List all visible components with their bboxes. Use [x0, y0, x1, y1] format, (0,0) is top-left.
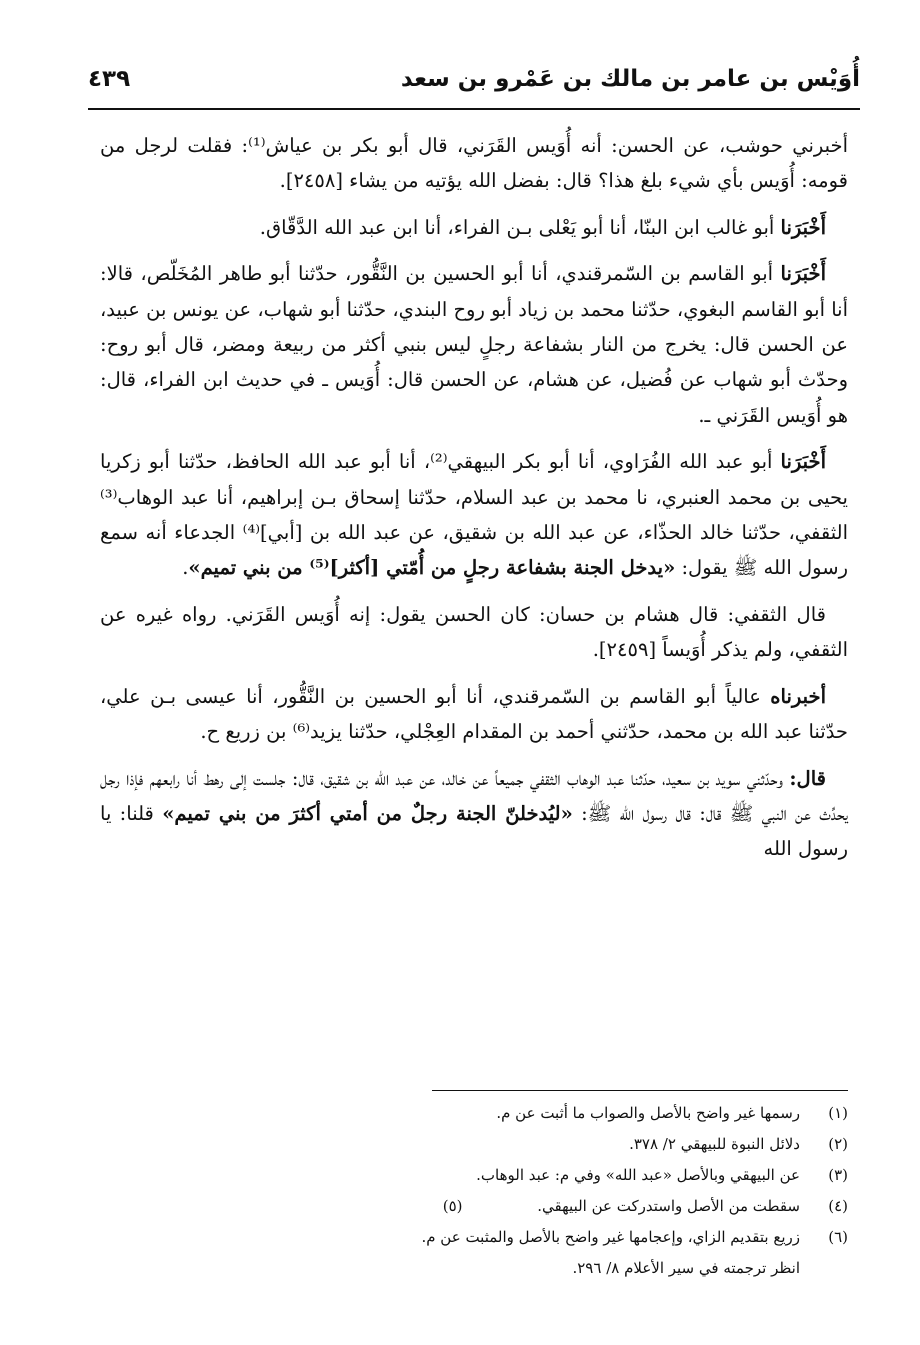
footnote-6-continuation: انظر ترجمته في سير الأعلام ٨/ ٢٩٦. — [572, 1259, 800, 1277]
page-number: ٤٣٩ — [88, 66, 131, 92]
paragraph-5-text: قال الثقفي: قال هشام بن حسان: كان الحسن يقول: إنه أُوَيس القَرَني. رواه غيره عن الثقفي، ولم يذكر أُوَيساً [٢٤٥٩]. — [100, 602, 848, 662]
paragraph-1-text: أخبرني حوشب، عن الحسن: أنه أُوَيس القَرَني، قال أبو بكر بن عياش⁽¹⁾: فقلت لرجل من قومه: أُوَيس بأي شيء بلغ هذا؟ قال: بفضل الله يؤتيه من يشاء [٢٤٥٨]. — [100, 134, 848, 193]
akhbarana-keyword: أَخْبَرَنا — [780, 262, 826, 286]
footnote-text: دلائل النبوة للبيهقي ٢/ ٣٧٨. — [629, 1135, 800, 1153]
paragraph-2-text: أبو غالب ابن البنّا، أنا أبو يَعْلى بـن الفراء، أنا ابن عبد الله الدَّقّاق. — [259, 215, 781, 239]
akhbarana-keyword: أَخْبَرَنا — [780, 215, 826, 239]
running-title: أُوَيْس بن عامر بن مالك بن عَمْرو بن سعد — [400, 66, 860, 92]
paragraph-3-text: أبو القاسم بن السّمرقندي، أنا أبو الحسين بن النَّقُّور، حدّثنا أبو طاهر المُخَلّص، قالا: أنا أبو القاسم البغوي، حدّثنا محمد بن زياد أبو روح البندي، حدّثنا أبو شهاب، عن يونس بن عبيد، عن الحسن قال: يخرج من النار بشفاعة رجلٍ ليس بنبي أكثر من ربيعة ومضر، قال أبو روح: وحدّث أبو شهاب عن فُضيل، عن هشام، عن الحسن قال: أُوَيس ـ في حديث ابن الفراء، قال: هو أُوَيس القَرَني ـ. — [100, 262, 848, 427]
qala-keyword: قال: — [789, 766, 826, 790]
paragraph-6-text: عالياً أبو القاسم بن السّمرقندي، أنا أبو الحسين بن النَّقُّور، أنا عيسى بـن علي، حدّثنا عبد الله بن محمد، حدّثني أحمد بن المقدام العِجْلي، حدّثنا يزيد⁽⁶⁾ بن زريع ح. — [100, 684, 848, 744]
main-text — [100, 128, 848, 878]
hadith-text: «ليُدخلنّ الجنة رجلٌ من أمتي أكثرَ من بني تميم» — [162, 801, 573, 825]
footnotes — [100, 1098, 848, 1284]
footnote-rule — [432, 1090, 848, 1091]
paragraph-5 — [100, 597, 848, 668]
footnote-3 — [100, 1160, 848, 1191]
paragraph-4-end: . — [182, 556, 189, 580]
footnote-6 — [100, 1222, 848, 1253]
footnote-1 — [100, 1098, 848, 1129]
footnote-number: (٣) — [828, 1166, 848, 1184]
footnote-text: عن البيهقي وبالأصل «عبد الله» وفي م: عبد الوهاب. — [476, 1166, 800, 1184]
paragraph-1 — [100, 128, 848, 199]
footnote-text-row — [100, 1191, 800, 1222]
paragraph-7-end: قلنا: يا رسول الله — [100, 801, 848, 861]
footnote-text: زريع بتقديم الزاي، وإعجامها غير واضح بالأصل والمثبت عن م. — [421, 1228, 800, 1246]
footnote-5-number: (٥) — [442, 1197, 463, 1215]
akhbarana-keyword: أَخْبَرَنا — [780, 450, 827, 474]
paragraph-7 — [100, 761, 848, 867]
paragraph-4 — [100, 444, 848, 586]
footnote-text: رسمها غير واضح بالأصل والصواب ما أثبت عن م. — [496, 1104, 800, 1122]
paragraph-2 — [100, 210, 848, 245]
footnote-number: (١) — [828, 1104, 848, 1122]
paragraph-7-text: وحدّثني سويد بن سعيد، حدّثنا عبد الوهاب الثقفي جميعاً عن خالد، عن عبد الله بن شقيق، قال: جلست إلى رهط أنا رابعهم فإذا رجل يحدِّث عن النبي ﷺ قال: قال رسول الله ﷺ: — [100, 766, 848, 825]
paragraph-3 — [100, 256, 848, 433]
footnote-number: (٦) — [828, 1228, 848, 1246]
footnote-number: (٢) — [828, 1135, 848, 1153]
footnote-2 — [100, 1129, 848, 1160]
hadith-text: «يدخل الجنة بشفاعة رجلٍ من أُمّتي [أكثر]⁽⁵⁾ من بني تميم» — [188, 556, 676, 580]
paragraph-6 — [100, 679, 848, 750]
paragraph-4-text: أبو عبد الله الفُرَاوي، أنا أبو بكر البيهقي⁽²⁾، أنا أبو عبد الله الحافظ، حدّثنا أبو زكريا يحيى بن محمد العنبري، نا محمد بن عبد السلام، حدّثنا إسحاق بـن إبراهيم، أنا عبد الوهاب⁽³⁾ الثقفي، حدّثنا خالد الحذّاء، عن عبد الله بن شقيق، عن عبد الله بن [أبي]⁽⁴⁾ الجدعاء أنه سمع رسول الله ﷺ يقول: — [100, 450, 848, 580]
footnote-4 — [100, 1191, 848, 1222]
header-rule — [88, 108, 860, 110]
akhbarnahu-keyword: أخبرناه — [770, 684, 826, 708]
page-header — [88, 62, 860, 108]
footnote-number: (٤) — [828, 1197, 848, 1215]
footnote-text: سقطت من الأصل واستدركت عن البيهقي. — [537, 1197, 800, 1215]
